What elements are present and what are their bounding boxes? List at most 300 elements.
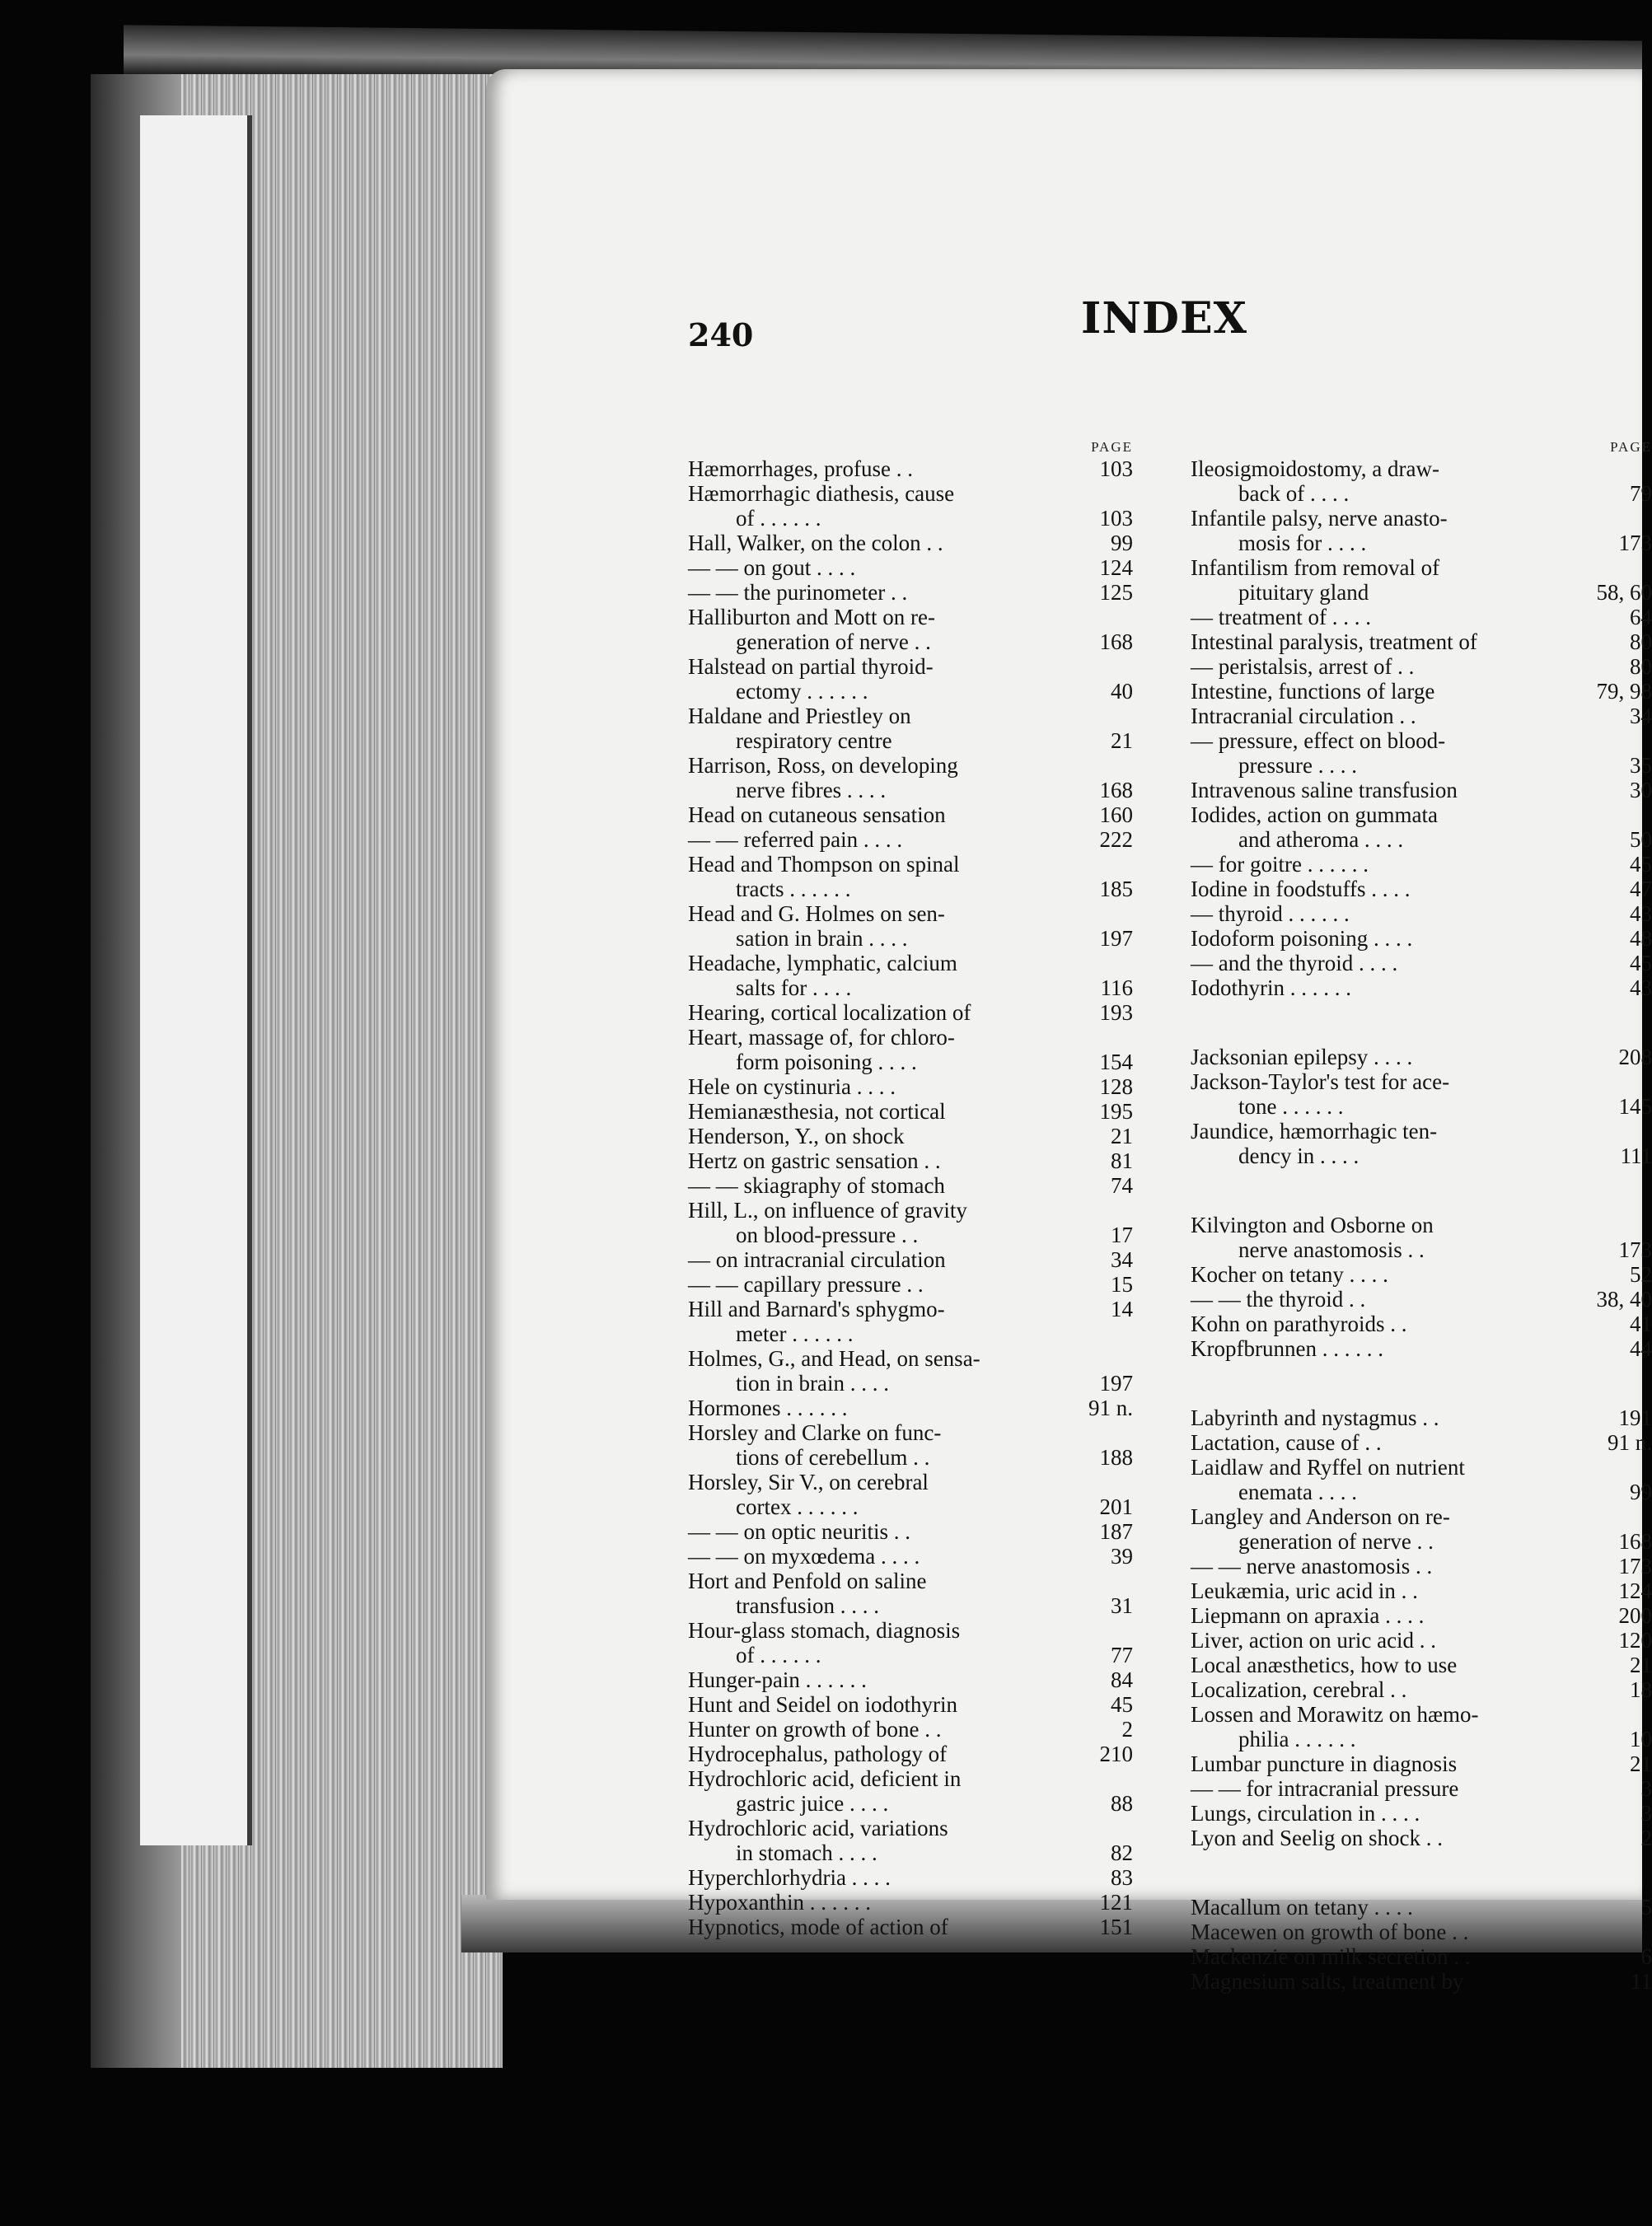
index-entry [688, 1667, 1133, 1692]
index-entry-text: Harrison, Ross, on developing [688, 753, 958, 778]
index-entry-text: Jackson-Taylor's test for ace- [1191, 1069, 1450, 1094]
index-entry-text: Head and Thompson on spinal [688, 852, 960, 877]
index-entry [1191, 1969, 1652, 1994]
index-entry [688, 1445, 1133, 1470]
index-entry-page: 124 [1618, 1578, 1652, 1603]
index-entry [688, 1346, 1133, 1371]
index-entry-page: 6 [1640, 1944, 1652, 1969]
index-entry-text: — — on myxœdema . . . . [688, 1544, 920, 1569]
index-entry [1191, 1751, 1652, 1776]
index-entry [1191, 1119, 1652, 1143]
index-entry [688, 704, 1133, 728]
index-entry-text: back of . . . . [1238, 481, 1350, 506]
index-entry [1191, 1143, 1652, 1168]
index-entry [1191, 951, 1652, 975]
index-entry-text: Hormones . . . . . . [688, 1396, 848, 1420]
index-entry-text: Hydrocephalus, pathology of [688, 1742, 948, 1766]
index-entry-text: — for goitre . . . . . . [1191, 852, 1369, 877]
index-entry [688, 506, 1133, 531]
index-entry-text: Macewen on growth of bone . . [1191, 1920, 1469, 1944]
index-entry [1191, 456, 1652, 481]
index-entry [1191, 629, 1652, 654]
index-entry-text: pressure . . . . [1238, 753, 1357, 778]
index-entry-page: 128 [1099, 1074, 1133, 1099]
index-entry-text: Langley and Anderson on re- [1191, 1504, 1450, 1529]
index-entry [688, 1593, 1133, 1618]
index-entry-page: 103 [1099, 456, 1133, 481]
index-entry-page: 191 [1618, 1405, 1652, 1430]
index-entry-page: 121 [1099, 1890, 1133, 1915]
index-entry-text: of . . . . . . [736, 506, 821, 531]
index-entry-page: 168 [1099, 629, 1133, 654]
index-entry-text: and atheroma . . . . [1238, 827, 1404, 852]
index-entry-page: 21 [1111, 728, 1133, 753]
index-entry-page: 151 [1099, 1915, 1133, 1939]
index-entry-text: Hydrochloric acid, deficient in [688, 1766, 962, 1791]
index-entry [688, 1915, 1133, 1939]
index-entry [688, 1519, 1133, 1544]
index-entry-page: 125 [1099, 580, 1133, 605]
index-entry [688, 1890, 1133, 1915]
index-entry-text: Infantile palsy, nerve anasto- [1191, 506, 1448, 531]
index-entry [1191, 852, 1652, 877]
index-entry-text: — thyroid . . . . . . [1191, 901, 1350, 926]
index-entry-text: Hertz on gastric sensation . . [688, 1148, 941, 1173]
index-entry-page: 99 [1630, 1480, 1652, 1504]
index-entry-page: 3 [1640, 1801, 1652, 1826]
index-entry-page: 154 [1099, 1050, 1133, 1074]
index-entry-page: 18 [1630, 1677, 1652, 1702]
index-entry [1191, 1312, 1652, 1336]
index-entry-text: — — capillary pressure . . [688, 1272, 924, 1297]
index-entry-text: Haldane and Priestley on [688, 704, 911, 728]
section-gap [1191, 1850, 1652, 1895]
index-entry [1191, 1287, 1652, 1312]
index-entry [688, 1173, 1133, 1198]
index-entry-text: Liver, action on uric acid . . [1191, 1628, 1437, 1653]
index-entry-text: philia . . . . . . [1238, 1727, 1356, 1751]
index-entry-text: cortex . . . . . . [736, 1494, 859, 1519]
index-entry-page: 15 [1111, 1272, 1133, 1297]
index-entry-text: Hæmorrhagic diathesis, cause [688, 481, 955, 506]
index-entry [1191, 704, 1652, 728]
index-entry-page: 43 [1630, 901, 1652, 926]
index-entry [688, 1396, 1133, 1420]
index-entry-text: Hæmorrhages, profuse . . [688, 456, 913, 481]
index-entry-page: 30 [1630, 778, 1652, 802]
index-entry-text: of . . . . . . [736, 1643, 821, 1667]
index-entry [688, 1544, 1133, 1569]
book-page [486, 69, 1652, 1994]
index-entry-text: Ileosigmoidostomy, a draw- [1191, 456, 1439, 481]
index-entry-text: Kohn on parathyroids . . [1191, 1312, 1407, 1336]
index-entry-page: 11 [1631, 1969, 1652, 1994]
index-entry [1191, 877, 1652, 901]
index-entry-page: 10 [1630, 1727, 1652, 1751]
index-entry-text: Kropfbrunnen . . . . . . [1191, 1336, 1383, 1361]
index-entry-text: Hort and Penfold on saline [688, 1569, 927, 1593]
index-entry [688, 1816, 1133, 1840]
index-entry-text: Halstead on partial thyroid- [688, 654, 934, 679]
index-entry-page: 83 [1111, 1865, 1133, 1890]
index-entry-page: 21 [1111, 1124, 1133, 1148]
index-entry-text: — — skiagraphy of stomach [688, 1173, 945, 1198]
index-entry [688, 1124, 1133, 1148]
index-entry [1191, 975, 1652, 1000]
index-entry [1191, 778, 1652, 802]
index-entry [688, 1297, 1133, 1321]
index-entry [1191, 827, 1652, 852]
index-entry-page: 88 [1111, 1791, 1133, 1816]
index-entry [688, 1840, 1133, 1865]
index-entry-text: Headache, lymphatic, calcium [688, 951, 957, 975]
index-entry [1191, 679, 1652, 704]
index-entry-text: Mackenzie on milk secretion . . [1191, 1944, 1471, 1969]
index-entry-text: respiratory centre [736, 728, 892, 753]
index-entry-page: 5 [1640, 1895, 1652, 1920]
index-entry [688, 753, 1133, 778]
index-entry-page: 38, 40 [1596, 1287, 1652, 1312]
index-entry-text: Lungs, circulation in . . . . [1191, 1801, 1420, 1826]
index-entry-text: Intestine, functions of large [1191, 679, 1435, 704]
index-entry-page: 45 [1111, 1692, 1133, 1717]
index-entry-text: Horsley and Clarke on func- [688, 1420, 942, 1445]
index-entry [688, 926, 1133, 951]
index-entry-text: meter . . . . . . [736, 1321, 854, 1346]
index-entry [1191, 1504, 1652, 1529]
index-entry-page: 21 [1630, 1751, 1652, 1776]
index-entry [688, 1791, 1133, 1816]
column-header: PAGE [1610, 439, 1652, 455]
index-entry-page: 39 [1111, 1544, 1133, 1569]
index-entry [688, 1766, 1133, 1791]
index-entry-text: Horsley, Sir V., on cerebral [688, 1470, 929, 1494]
index-entry [688, 654, 1133, 679]
index-entry [1191, 1603, 1652, 1628]
index-entry-page: 99 [1111, 531, 1133, 555]
index-entry-page: 173 [1618, 531, 1652, 555]
index-entry-text: — treatment of . . . . [1191, 605, 1371, 629]
index-entry [688, 1420, 1133, 1445]
index-entry [688, 778, 1133, 802]
index-entry-text: on blood-pressure . . [736, 1223, 919, 1247]
index-entry-text: Intracranial circulation . . [1191, 704, 1416, 728]
index-entry [1191, 1045, 1652, 1069]
index-entry-page: 185 [1099, 877, 1133, 901]
index-entry-page: 47 [1630, 877, 1652, 901]
section-gap [1191, 1361, 1652, 1405]
index-entry-text: tions of cerebellum . . [736, 1445, 930, 1470]
index-entry-text: Magnesium salts, treatment by [1191, 1969, 1464, 1994]
index-entry [1191, 506, 1652, 531]
index-entry-page: 2 [1121, 1717, 1133, 1742]
index-entry [688, 456, 1133, 481]
index-entry-page: 21 [1630, 1653, 1652, 1677]
index-entry-text: dency in . . . . [1238, 1143, 1360, 1168]
index-entry-page: 52 [1630, 1262, 1652, 1287]
index-entry-text: — — the purinometer . . [688, 580, 908, 605]
index-entry-text: — peristalsis, arrest of . . [1191, 654, 1415, 679]
index-entry-text: Intravenous saline transfusion [1191, 778, 1458, 802]
index-entry-text: Hunger-pain . . . . . . [688, 1667, 867, 1692]
index-entry-text: Laidlaw and Ryffel on nutrient [1191, 1455, 1465, 1480]
index-entry-page: 58, 60 [1596, 580, 1652, 605]
index-entry-text: Hypnotics, mode of action of [688, 1915, 948, 1939]
index-entry-page: 145 [1618, 1094, 1652, 1119]
index-entry-page: 14 [1111, 1297, 1133, 1321]
index-entry [688, 728, 1133, 753]
index-entry [1191, 802, 1652, 827]
index-entry-text: pituitary gland [1238, 580, 1369, 605]
index-entry-text: — — on optic neuritis . . [688, 1519, 910, 1544]
index-entry-page: 103 [1099, 506, 1133, 531]
index-entry-text: — — for intracranial pressure [1191, 1776, 1459, 1801]
index-entry [688, 1643, 1133, 1667]
index-entry-text: tone . . . . . . [1238, 1094, 1344, 1119]
index-entry [1191, 753, 1652, 778]
index-entry-text: Head and G. Holmes on sen- [688, 901, 945, 926]
section-gap [1191, 1168, 1652, 1213]
index-entry-text: Hearing, cortical localization of [688, 1000, 971, 1025]
index-entry-page: 3 [1640, 1776, 1652, 1801]
index-entry-text: Hydrochloric acid, variations [688, 1816, 948, 1840]
index-entry [1191, 1776, 1652, 1801]
index-entry [688, 802, 1133, 827]
index-entry [1191, 901, 1652, 926]
index-entry [1191, 580, 1652, 605]
index-entry-text: salts for . . . . [736, 975, 852, 1000]
index-entry [1191, 1094, 1652, 1119]
index-entry [1191, 531, 1652, 555]
index-entry [1191, 1455, 1652, 1480]
index-entry-page: 74 [1111, 1173, 1133, 1198]
page-title: INDEX [1081, 293, 1247, 344]
index-entry [688, 1198, 1133, 1223]
index-entry-page: 34 [1111, 1247, 1133, 1272]
index-entry [1191, 1336, 1652, 1361]
index-entry-page: 168 [1618, 1529, 1652, 1554]
index-entry [688, 1618, 1133, 1643]
index-entry [1191, 654, 1652, 679]
index-entry-text: — and the thyroid . . . . [1191, 951, 1398, 975]
index-entry [1191, 1069, 1652, 1094]
index-entry-page: 45 [1630, 852, 1652, 877]
index-entry [1191, 1628, 1652, 1653]
index-entry [688, 481, 1133, 506]
page-edge-highlight [140, 115, 252, 1845]
index-entry [1191, 1727, 1652, 1751]
index-entry-page: 210 [1099, 1742, 1133, 1766]
index-entry-text: Hour-glass stomach, diagnosis [688, 1618, 961, 1643]
index-entry-text: in stomach . . . . [736, 1840, 877, 1865]
index-entry [1191, 926, 1652, 951]
index-entry [688, 901, 1133, 926]
index-entry [688, 679, 1133, 704]
index-entry-page: 111 [1620, 1143, 1652, 1168]
index-entry-page: 17 [1111, 1223, 1133, 1247]
index-entry-text: Lyon and Seelig on shock . . [1191, 1826, 1443, 1850]
index-entry-text: mosis for . . . . [1238, 531, 1367, 555]
index-entry [688, 1099, 1133, 1124]
index-entry [1191, 1529, 1652, 1554]
index-entry-page: 81 [1111, 1148, 1133, 1173]
index-entry-text: Halliburton and Mott on re- [688, 605, 935, 629]
index-entry-page: 188 [1099, 1445, 1133, 1470]
index-entry-page: 195 [1099, 1099, 1133, 1124]
index-entry-page: 173 [1618, 1237, 1652, 1262]
index-entry-text: Intestinal paralysis, treatment of [1191, 629, 1477, 654]
index-entry-page: 116 [1100, 975, 1133, 1000]
index-entry-page: 200 [1618, 1603, 1652, 1628]
index-entry [1191, 1920, 1652, 1944]
index-entry [688, 1223, 1133, 1247]
index-column-left [688, 438, 1133, 1939]
index-entry-page: 168 [1099, 778, 1133, 802]
index-entry-text: Hill, L., on influence of gravity [688, 1198, 967, 1223]
index-entry-page: 79, 98 [1596, 679, 1652, 704]
index-entry [1191, 1262, 1652, 1287]
index-entry [688, 1470, 1133, 1494]
index-entry-text: Head on cutaneous sensation [688, 802, 946, 827]
index-entry-page: 31 [1111, 1593, 1133, 1618]
index-entry [1191, 1554, 1652, 1578]
index-entry-text: Infantilism from removal of [1191, 555, 1440, 580]
index-column-right [1191, 438, 1652, 1994]
index-entry-page: 173 [1618, 1554, 1652, 1578]
index-entry [688, 1494, 1133, 1519]
index-entry-text: form poisoning . . . . [736, 1050, 917, 1074]
section-gap [1191, 1000, 1652, 1045]
index-entry-text: — — nerve anastomosis . . [1191, 1554, 1433, 1578]
index-entry-page: 193 [1099, 1000, 1133, 1025]
index-entry-text: Local anæsthetics, how to use [1191, 1653, 1458, 1677]
index-entry-text: Iodoform poisoning . . . . [1191, 926, 1413, 951]
index-entry [1191, 1578, 1652, 1603]
index-entry-text: Heart, massage of, for chloro- [688, 1025, 955, 1050]
index-entry-page: 208 [1618, 1045, 1652, 1069]
index-entry-page: 40 [1111, 679, 1133, 704]
index-entry-text: Lactation, cause of . . [1191, 1430, 1382, 1455]
index-entry-text: Henderson, Y., on shock [688, 1124, 905, 1148]
index-entry [688, 1148, 1133, 1173]
index-entry [1191, 1653, 1652, 1677]
index-entry [688, 531, 1133, 555]
index-entry-page: 91 n. [1088, 1396, 1133, 1420]
index-entry [1191, 481, 1652, 506]
index-entry-text: Iodides, action on gummata [1191, 802, 1438, 827]
index-entry [688, 975, 1133, 1000]
index-entry [688, 1050, 1133, 1074]
index-entry [1191, 1677, 1652, 1702]
column-header: PAGE [1091, 439, 1133, 455]
index-entry-text: generation of nerve . . [1238, 1529, 1434, 1554]
index-entry [1191, 1702, 1652, 1727]
index-entry-text: Hall, Walker, on the colon . . [688, 531, 943, 555]
index-entry [688, 1321, 1133, 1346]
index-entry-page: 160 [1099, 802, 1133, 827]
index-entry-text: tracts . . . . . . [736, 877, 851, 901]
index-entry-page: 84 [1111, 1667, 1133, 1692]
index-entry [688, 1247, 1133, 1272]
index-entry-text: Macallum on tetany . . . . [1191, 1895, 1413, 1920]
index-entry-text: generation of nerve . . [736, 629, 931, 654]
index-entry [688, 1717, 1133, 1742]
index-entry [688, 1865, 1133, 1890]
index-entry-text: Jaundice, hæmorrhagic ten- [1191, 1119, 1438, 1143]
index-entry-text: Localization, cerebral . . [1191, 1677, 1407, 1702]
index-entry [1191, 1801, 1652, 1826]
index-entry-text: — — the thyroid . . [1191, 1287, 1366, 1312]
index-entry [688, 1074, 1133, 1099]
index-entry [1191, 555, 1652, 580]
index-entry-text: tion in brain . . . . [736, 1371, 889, 1396]
index-entry-page: 79 [1630, 481, 1652, 506]
index-entry-text: — — on gout . . . . [688, 555, 856, 580]
index-entry-text: Hypoxanthin . . . . . . [688, 1890, 871, 1915]
index-entry-text: Holmes, G., and Head, on sensa- [688, 1346, 980, 1371]
index-entry-page: 82 [1111, 1840, 1133, 1865]
index-entry-page: 197 [1099, 1371, 1133, 1396]
index-entry-text: Hunter on growth of bone . . [688, 1717, 942, 1742]
index-entry [1191, 1480, 1652, 1504]
index-entry-text: Hyperchlorhydria . . . . [688, 1865, 891, 1890]
index-entry-page: 41 [1630, 1312, 1652, 1336]
index-entry-page: 197 [1099, 926, 1133, 951]
index-entry-page: 77 [1111, 1643, 1133, 1667]
index-entry-page: 34 [1630, 704, 1652, 728]
index-entry [688, 827, 1133, 852]
index-entry-text: — pressure, effect on blood- [1191, 728, 1446, 753]
index-entry-page: 64 [1630, 605, 1652, 629]
index-entry-page: 2 [1640, 1826, 1652, 1850]
index-entry-page: 80 [1630, 629, 1652, 654]
index-entry-text: Hill and Barnard's sphygmo- [688, 1297, 945, 1321]
index-entry [688, 877, 1133, 901]
index-entry [688, 1025, 1133, 1050]
index-entry [688, 951, 1133, 975]
index-entry-text: Hunt and Seidel on iodothyrin [688, 1692, 957, 1717]
index-entry-page: 45 [1630, 951, 1652, 975]
index-entry-text: ectomy . . . . . . [736, 679, 868, 704]
index-entry [1191, 1405, 1652, 1430]
index-entry-page: 44 [1630, 1336, 1652, 1361]
index-entry [688, 1569, 1133, 1593]
index-entry [1191, 1944, 1652, 1969]
index-entry [1191, 1826, 1652, 1850]
index-entry [688, 1000, 1133, 1025]
index-entry-text: Iodine in foodstuffs . . . . [1191, 877, 1411, 901]
index-entry-page: 80 [1630, 654, 1652, 679]
index-entry-text: transfusion . . . . [736, 1593, 879, 1618]
index-entry [1191, 728, 1652, 753]
index-entry-text: nerve fibres . . . . [736, 778, 887, 802]
index-entry [1191, 605, 1652, 629]
index-entry-page: 124 [1099, 555, 1133, 580]
index-entry-text: Hemianæsthesia, not cortical [688, 1099, 946, 1124]
index-entry-text: Hele on cystinuria . . . . [688, 1074, 896, 1099]
page-number: 240 [688, 316, 754, 353]
index-entry-page: 35 [1630, 753, 1652, 778]
index-entry-page: 50 [1630, 827, 1652, 852]
index-entry-text: — — referred pain . . . . [688, 827, 903, 852]
index-entry [1191, 1895, 1652, 1920]
index-entry [688, 1742, 1133, 1766]
index-entry-text: Jacksonian epilepsy . . . . [1191, 1045, 1413, 1069]
index-entry [1191, 1237, 1652, 1262]
index-entry [688, 580, 1133, 605]
index-entry-page: 201 [1099, 1494, 1133, 1519]
index-entry-page: 91 n. [1608, 1430, 1652, 1455]
